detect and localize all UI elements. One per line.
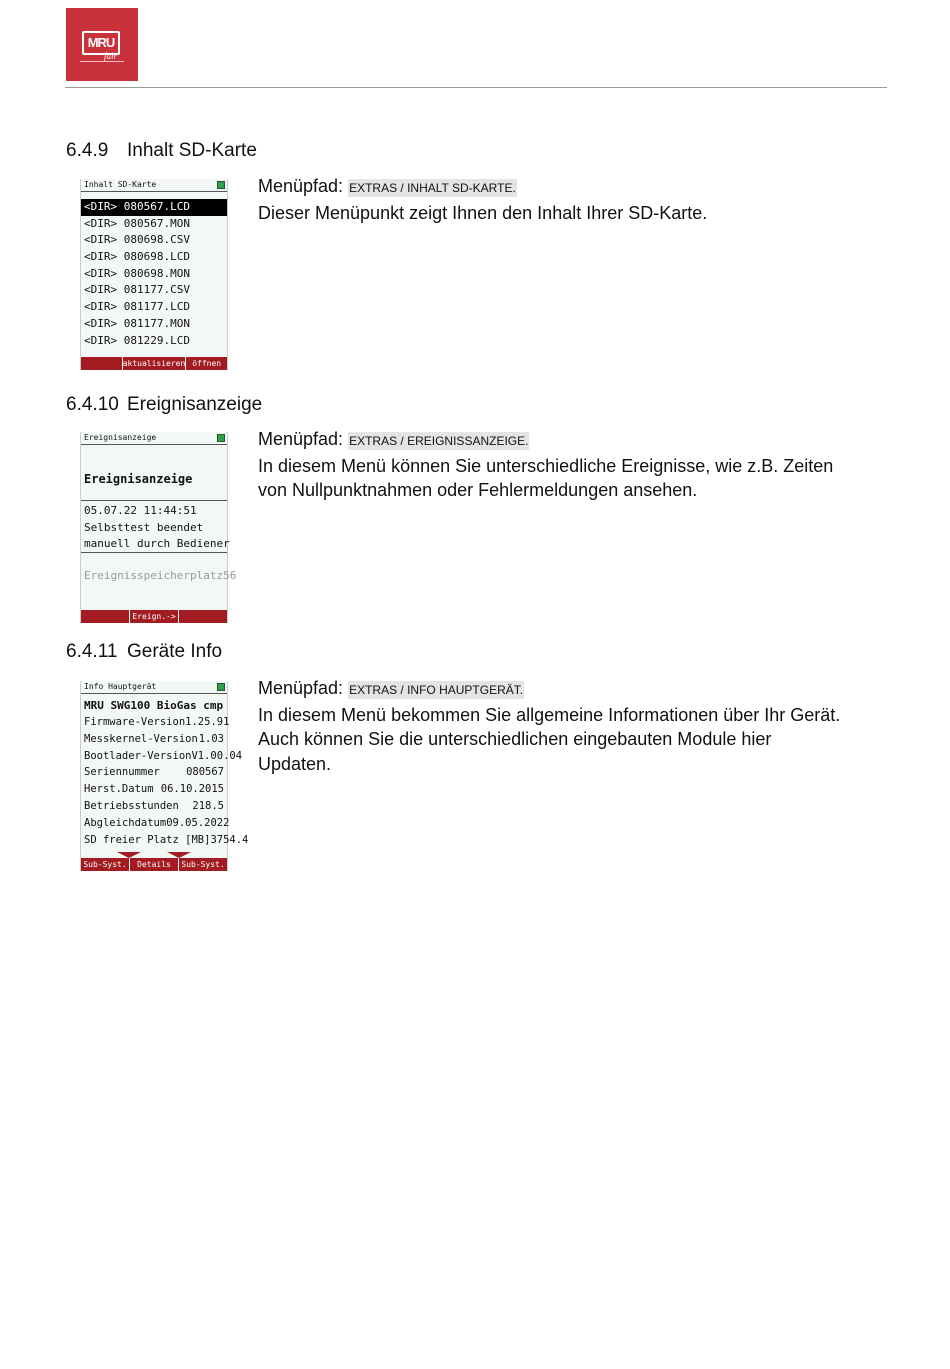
sd-file-row[interactable]: <DIR> 080567.LCD (81, 199, 227, 216)
softkey-details[interactable]: Details (129, 858, 178, 871)
menu-path: EXTRAS / EREIGNISSANZEIGE. (349, 434, 529, 448)
info-value: 1.25.91 (185, 716, 230, 728)
section-title: Inhalt SD-Karte (127, 140, 257, 161)
info-row (81, 781, 227, 798)
sd-file-row[interactable]: <DIR> 081177.CSV (84, 283, 190, 297)
battery-icon (217, 181, 225, 189)
battery-icon (217, 434, 225, 442)
logo-text: MRU (82, 31, 120, 55)
section-description (258, 676, 840, 776)
logo-line (80, 61, 124, 62)
info-key: Bootlader-Version (84, 749, 192, 762)
info-key: Abgleichdatum (84, 816, 167, 829)
softkey-refresh[interactable]: aktualisieren (122, 359, 186, 368)
info-row (81, 731, 227, 748)
info-key: Messkernel-Version (84, 732, 198, 745)
screen-title-text: Info Hauptgerät (84, 682, 157, 691)
header-divider (65, 87, 887, 88)
description-line: Auch können Sie die unterschiedlichen eingebauten Module hier (258, 729, 772, 749)
info-key: SD freier Platz [MB] (84, 833, 211, 846)
section-number: 6.4.9 (66, 140, 109, 161)
softkey-subsystem-left[interactable]: Sub-Syst. (83, 860, 127, 869)
device-screen-sd (80, 179, 228, 370)
section-heading (66, 394, 262, 416)
info-row (81, 832, 249, 849)
event-timestamp: 05.07.22 11:44:51 (84, 504, 197, 517)
softkey-subsystem-right[interactable]: Sub-Syst. (178, 858, 227, 871)
screen-title (81, 432, 227, 445)
battery-icon (217, 683, 225, 691)
screen-title-text: Ereignisanzeige (84, 433, 157, 442)
section-heading (66, 140, 257, 162)
screen-title-text: Inhalt SD-Karte (84, 180, 157, 189)
storage-label: Ereignisspeicherplatz (84, 569, 224, 582)
sd-file-row[interactable]: <DIR> 081229.LCD (84, 333, 190, 347)
section-number: 6.4.10 (66, 394, 119, 415)
section-title: Geräte Info (127, 641, 223, 662)
path-label: Menüpfad: (258, 176, 344, 196)
softkey-export-sd[interactable]: Ereign.-> SD (129, 610, 178, 623)
info-row (81, 798, 227, 815)
sd-file-row[interactable]: <DIR> 080698.CSV (84, 233, 190, 247)
sd-file-row[interactable]: <DIR> 080698.LCD (84, 250, 190, 264)
info-value: 1.03 (198, 732, 224, 745)
event-text: Selbsttest beendet (84, 521, 204, 534)
section-heading (66, 641, 222, 663)
path-label: Menüpfad: (258, 429, 344, 449)
section-title: Ereignisanzeige (127, 394, 263, 415)
softkey-bar (81, 610, 227, 634)
description-line: Updaten. (258, 753, 332, 774)
event-storage-slot (81, 569, 237, 582)
info-row (81, 748, 243, 765)
info-row (81, 764, 227, 781)
info-value: 3754.4 (210, 833, 249, 846)
section-description (258, 427, 833, 503)
section-description (258, 174, 707, 225)
event-heading: Ereignisanzeige (84, 472, 193, 486)
softkey-right[interactable] (178, 610, 227, 623)
section-number: 6.4.11 (66, 641, 118, 662)
sd-file-row[interactable]: <DIR> 081177.LCD (84, 300, 190, 314)
sd-file-row[interactable]: <DIR> 080698.MON (84, 266, 190, 280)
info-key: Seriennummer (84, 766, 160, 779)
description-line: In diesem Menü können Sie unterschiedliche Ereignisse, wie z.B. Zeiten (258, 455, 834, 476)
path-label: Menüpfad: (258, 678, 344, 698)
info-key: Betriebsstunden (84, 799, 179, 812)
softkey-open[interactable]: öffnen (185, 357, 227, 370)
description-line: In diesem Menü bekommen Sie allgemeine Informationen über Ihr Gerät. (258, 704, 841, 725)
sd-file-row[interactable]: <DIR> 080567.MON (84, 216, 190, 230)
menu-path: EXTRAS / INFO HAUPTGERÄT. (349, 683, 524, 697)
mru-logo (66, 8, 138, 81)
storage-value: 56 (223, 569, 237, 582)
description-line: von Nullpunktnahmen oder Fehlermeldungen ansehen. (258, 480, 698, 500)
softkey-bar (81, 357, 227, 370)
info-value: 06.10.2015 (160, 783, 224, 796)
info-value: 218.5 (192, 799, 224, 812)
screen-title (81, 179, 227, 192)
logo-sub: fair (104, 51, 118, 61)
device-screen-info (80, 681, 249, 871)
screen-title (81, 681, 227, 694)
description-line: Dieser Menüpunkt zeigt Ihnen den Inhalt Ihrer SD-Karte. (258, 202, 708, 223)
sd-file-row[interactable]: <DIR> 081177.MON (84, 316, 190, 330)
softkey-left[interactable] (81, 610, 129, 623)
menu-path: EXTRAS / INHALT SD-KARTE. (349, 181, 516, 195)
softkey-left[interactable] (81, 357, 122, 370)
info-value: 09.05.2022 (166, 816, 230, 829)
softkey-bar (81, 858, 227, 871)
device-screen-events (80, 432, 237, 634)
info-value: V1.00.04 (191, 749, 243, 762)
info-value: 080567 (186, 766, 224, 779)
info-key: Firmware-Version (84, 716, 186, 728)
device-model: MRU SWG100 BioGas cmp (84, 699, 224, 712)
info-row (81, 815, 230, 832)
info-key: Herst.Datum (84, 783, 154, 796)
info-row (81, 714, 230, 731)
event-source: manuell durch Bediener (84, 537, 230, 550)
